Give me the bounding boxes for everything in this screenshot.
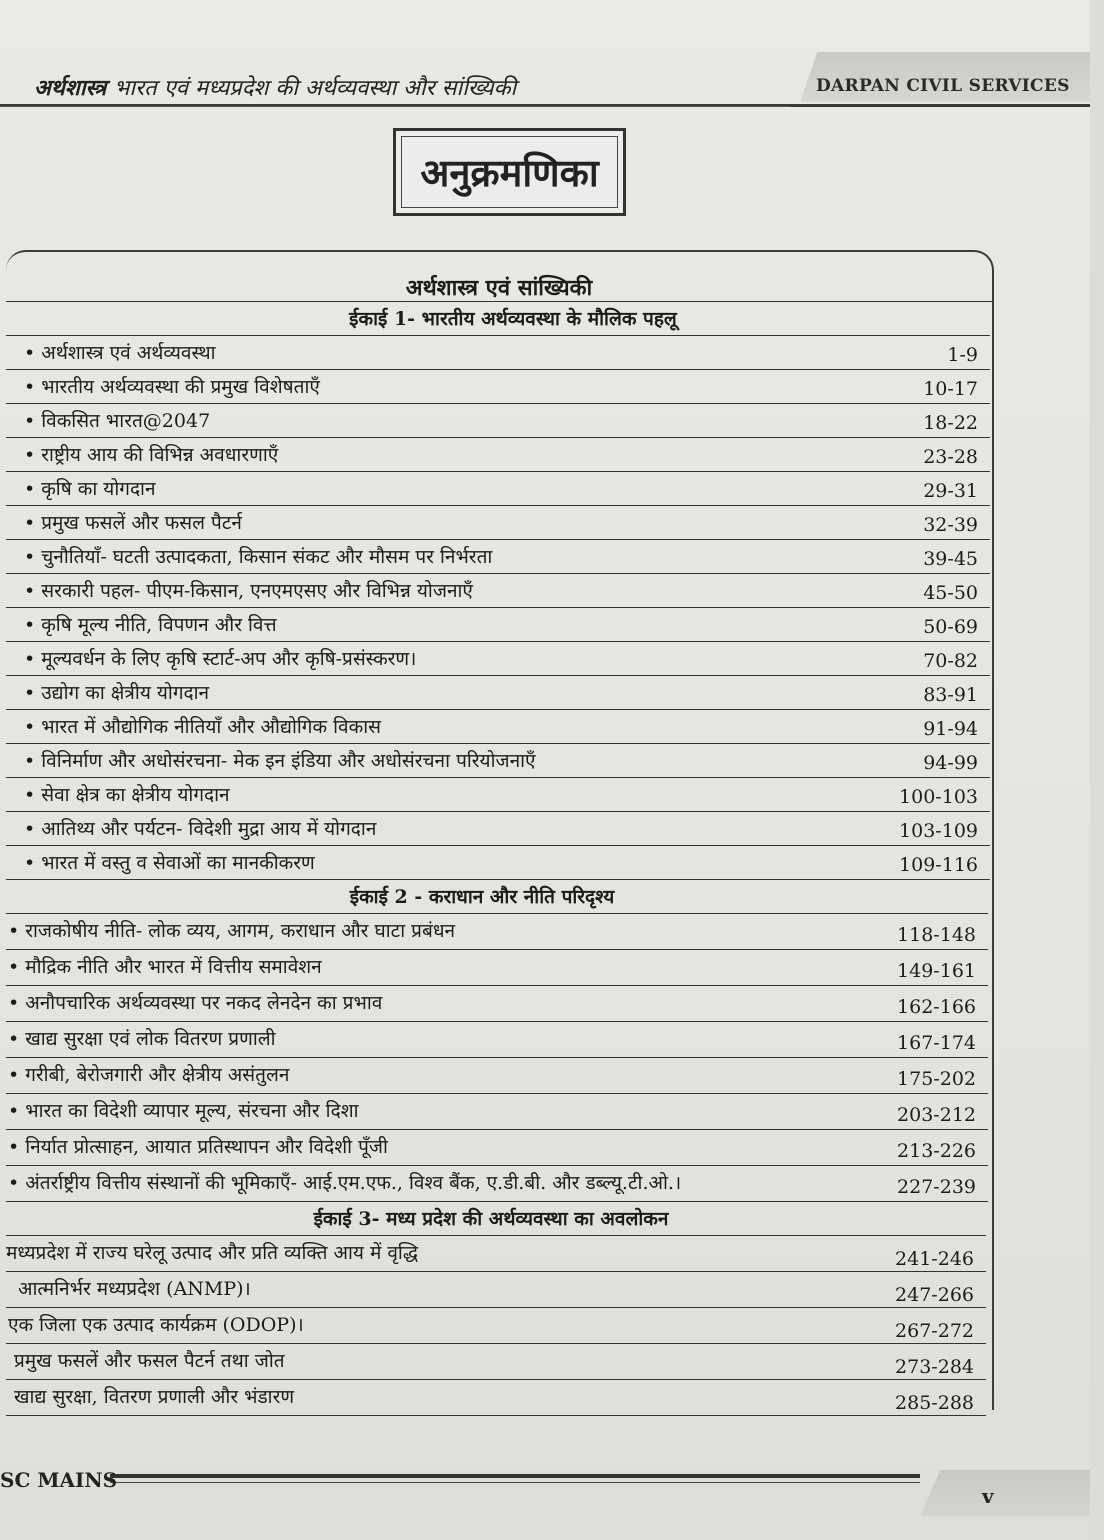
toc-entry-pages: 175-202	[897, 1068, 976, 1090]
toc-row[interactable]	[6, 778, 990, 812]
toc-entry-title: • भारत का विदेशी व्यापार मूल्य, संरचना और दिशा	[8, 1100, 359, 1122]
unit-heading-row	[6, 1202, 986, 1236]
toc-row[interactable]	[6, 506, 990, 540]
toc-row[interactable]	[6, 1380, 986, 1416]
toc-entry-pages: 29-31	[923, 480, 978, 502]
unit-heading-row	[6, 302, 990, 336]
toc-entry-pages: 10-17	[923, 378, 978, 400]
toc-row[interactable]	[6, 950, 988, 986]
toc-entry-title: • गरीबी, बेरोजगारी और क्षेत्रीय असंतुलन	[8, 1064, 290, 1086]
toc-row[interactable]	[6, 1344, 986, 1380]
toc-entry-pages: 23-28	[923, 446, 978, 468]
header-rule	[0, 106, 800, 107]
toc-entry-pages: 109-116	[899, 854, 978, 876]
toc-row[interactable]	[6, 336, 990, 370]
toc-entry-pages: 247-266	[895, 1284, 974, 1306]
toc-row[interactable]	[6, 986, 988, 1022]
index-title: अनुक्रमणिका	[401, 136, 618, 208]
toc-entry-title: • उद्योग का क्षेत्रीय योगदान	[24, 682, 210, 704]
toc-entry-title: • कृषि मूल्य नीति, विपणन और वित्त	[24, 614, 277, 636]
toc-entry-pages: 149-161	[897, 960, 976, 982]
toc-row[interactable]	[6, 404, 990, 438]
toc-row[interactable]	[6, 1166, 988, 1202]
toc-row[interactable]	[6, 676, 990, 710]
toc-entry-title: प्रमुख फसलें और फसल पैटर्न तथा जोत	[14, 1350, 285, 1372]
toc-entry-title: • सरकारी पहल- पीएम-किसान, एनएमएसए और विभिन्न योजनाएँ	[24, 580, 473, 602]
toc-entry-title: आत्मनिर्भर मध्यप्रदेश (ANMP)।	[18, 1278, 251, 1300]
toc-row[interactable]	[6, 1094, 988, 1130]
footer-rule	[110, 1474, 920, 1478]
toc-row[interactable]	[6, 744, 990, 778]
toc-entry-title: • राजकोषीय नीति- लोक व्यय, आगम, कराधान और घाटा प्रबंधन	[8, 920, 456, 942]
toc-entry-pages: 32-39	[923, 514, 978, 536]
toc-entry-pages: 162-166	[897, 996, 976, 1018]
toc-entry-pages: 118-148	[897, 924, 976, 946]
toc-entry-title: • सेवा क्षेत्र का क्षेत्रीय योगदान	[24, 784, 230, 806]
toc-entry-pages: 18-22	[923, 412, 978, 434]
toc-row[interactable]	[6, 1236, 986, 1272]
toc-row[interactable]	[6, 812, 990, 846]
toc-entry-title: • भारतीय अर्थव्यवस्था की प्रमुख विशेषताएँ	[24, 376, 320, 398]
toc-entry-pages: 91-94	[923, 718, 978, 740]
toc-entry-pages: 50-69	[923, 616, 978, 638]
toc-entry-pages: 100-103	[899, 786, 978, 808]
toc-row[interactable]	[6, 472, 990, 506]
toc-entry-title: • निर्यात प्रोत्साहन, आयात प्रतिस्थापन और विदेशी पूँजी	[8, 1136, 388, 1158]
toc-entry-pages: 94-99	[923, 752, 978, 774]
header-tab-rule	[790, 104, 1090, 107]
toc-row[interactable]	[6, 574, 990, 608]
toc-row[interactable]	[6, 1308, 986, 1344]
running-title-main: अर्थशास्त्र	[34, 75, 107, 101]
toc-row[interactable]	[6, 608, 990, 642]
toc-entry-pages: 1-9	[947, 344, 978, 366]
toc-entry-title: • कृषि का योगदान	[24, 478, 156, 500]
toc-row[interactable]	[6, 370, 990, 404]
toc-section-title-row	[6, 266, 992, 302]
toc-entry-pages: 203-212	[897, 1104, 976, 1126]
toc-row[interactable]	[6, 914, 988, 950]
toc-entry-title: खाद्य सुरक्षा, वितरण प्रणाली और भंडारण	[14, 1386, 295, 1408]
toc-entry-title: • आतिथ्य और पर्यटन- विदेशी मुद्रा आय में योगदान	[24, 818, 377, 840]
toc-entry-pages: 83-91	[923, 684, 978, 706]
index-title-box	[393, 128, 626, 216]
toc-row[interactable]	[6, 540, 990, 574]
toc-entry-pages: 241-246	[895, 1248, 974, 1270]
toc-section-title: अर्थशास्त्र एवं सांख्यिकी	[405, 275, 593, 301]
toc-entry-title: • मौद्रिक नीति और भारत में वित्तीय समावेशन	[8, 956, 322, 978]
toc-entry-pages: 103-109	[899, 820, 978, 842]
running-title	[34, 72, 516, 102]
toc-entry-pages: 167-174	[897, 1032, 976, 1054]
toc-entry-title: मध्यप्रदेश में राज्य घरेलू उत्पाद और प्रति व्यक्ति आय में वृद्धि	[6, 1242, 419, 1264]
toc-row[interactable]	[6, 846, 990, 880]
toc-entry-pages: 213-226	[897, 1140, 976, 1162]
running-title-sub: भारत एवं मध्यप्रदेश की अर्थव्यवस्था और सांख्यिकी	[113, 76, 517, 101]
toc-row[interactable]	[6, 1130, 988, 1166]
unit-heading: ईकाई 3- मध्य प्रदेश की अर्थव्यवस्था का अवलोकन	[313, 1208, 669, 1230]
toc-row[interactable]	[6, 710, 990, 744]
toc-entry-title: • विनिर्माण और अधोसंरचना- मेक इन इंडिया और अधोसंरचना परियोजनाएँ	[24, 750, 536, 772]
toc-entry-pages: 45-50	[923, 582, 978, 604]
toc-row[interactable]	[6, 438, 990, 472]
toc-entry-title: • प्रमुख फसलें और फसल पैटर्न	[24, 512, 242, 534]
toc-entry-title: • खाद्य सुरक्षा एवं लोक वितरण प्रणाली	[8, 1028, 276, 1050]
toc-entry-pages: 273-284	[895, 1356, 974, 1378]
toc-entry-title: • अंतर्राष्ट्रीय वित्तीय संस्थानों की भूमिकाएँ- आई.एम.एफ., विश्व बैंक, ए.डी.बी. और डब्ल्यू.टी.ओ.।	[8, 1172, 682, 1194]
toc-entry-title: • अर्थशास्त्र एवं अर्थव्यवस्था	[24, 342, 216, 364]
toc-row[interactable]	[6, 1022, 988, 1058]
toc-entry-title: • भारत में वस्तु व सेवाओं का मानकीकरण	[24, 852, 315, 874]
toc-entry-pages: 39-45	[923, 548, 978, 570]
footer-rule-thin	[110, 1482, 920, 1483]
toc-entry-pages: 70-82	[923, 650, 978, 672]
brand-name: DARPAN CIVIL SERVICES	[816, 76, 1070, 96]
unit-heading-row	[6, 880, 988, 914]
toc-row[interactable]	[6, 642, 990, 676]
toc-entry-title: • मूल्यवर्धन के लिए कृषि स्टार्ट-अप और कृषि-प्रसंस्करण।	[24, 648, 417, 670]
unit-heading: ईकाई 1- भारतीय अर्थव्यवस्था के मौलिक पहलू	[349, 308, 677, 330]
toc-entry-pages: 285-288	[895, 1392, 974, 1414]
toc-entry-pages: 227-239	[897, 1176, 976, 1198]
unit-heading: ईकाई 2 - कराधान और नीति परिदृश्य	[349, 886, 615, 908]
toc-table	[6, 250, 994, 1414]
footer-label: SC MAINS	[0, 1468, 118, 1492]
page-number: v	[982, 1484, 994, 1508]
footer-tab	[920, 1470, 1090, 1516]
toc-entry-title: • अनौपचारिक अर्थव्यवस्था पर नकद लेनदेन का प्रभाव	[8, 992, 383, 1014]
toc-entry-title: • भारत में औद्योगिक नीतियाँ और औद्योगिक विकास	[24, 716, 381, 738]
toc-entry-pages: 267-272	[895, 1320, 974, 1342]
toc-entry-title: • राष्ट्रीय आय की विभिन्न अवधारणाएँ	[24, 444, 279, 466]
toc-entry-title: • विकसित भारत@2047	[24, 410, 211, 432]
toc-row[interactable]	[6, 1272, 986, 1308]
toc-entry-title: • चुनौतियाँ- घटती उत्पादकता, किसान संकट और मौसम पर निर्भरता	[24, 546, 493, 568]
toc-entry-title: एक जिला एक उत्पाद कार्यक्रम (ODOP)।	[8, 1314, 304, 1336]
toc-row[interactable]	[6, 1058, 988, 1094]
